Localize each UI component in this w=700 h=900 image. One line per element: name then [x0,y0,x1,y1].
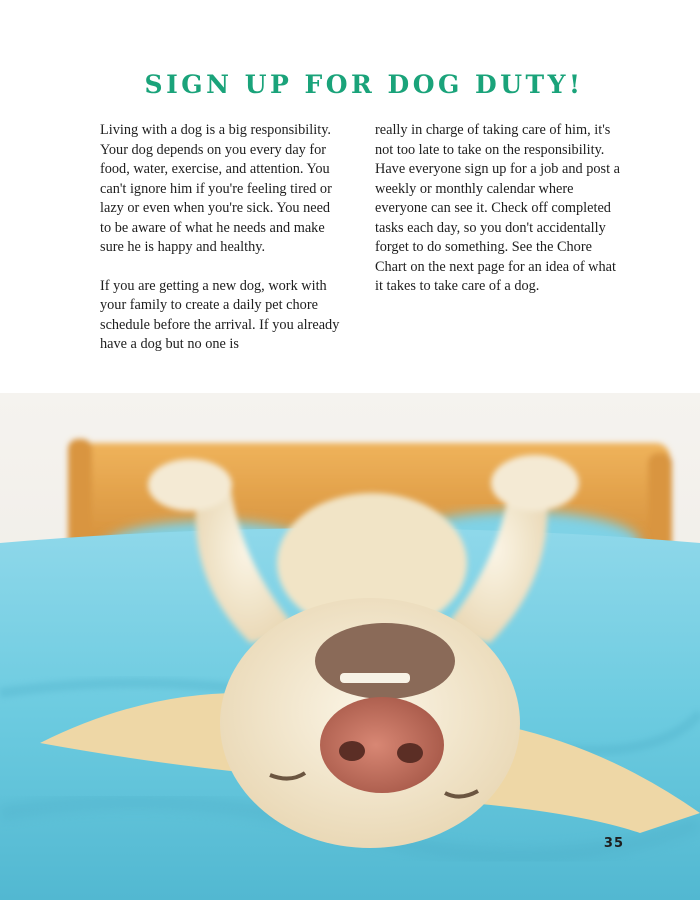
body-paragraph: If you are getting a new dog, work with your family to create a daily pet chore schedule before the arrival. If you already have a dog but no one is [100,277,340,352]
page-title: SIGN UP FOR DOG DUTY! [144,70,584,99]
dog-photo [0,393,700,900]
body-paragraph: really in charge of taking care of him, it's not too late to take on the responsibility. Have everyone sign up for a job and post a weekly or monthly calendar where everyone can see it. Check off completed tasks each day, so you don't accidentally forget to do something. See the Chore Chart on the next page for an idea of what it takes to take care of a dog. [375,122,620,294]
dog-on-bed-illustration [0,393,700,900]
text-column-left [100,121,344,355]
text-column-right [375,121,627,297]
page-number: 35 [603,836,624,851]
body-paragraph: Living with a dog is a big responsibility. Your dog depends on you every day for food, water, exercise, and attention. You can't ignore him if you're feeling tired or lazy or even when you're sick. You need to be aware of what he needs and make sure he is happy and healthy. [100,122,332,255]
